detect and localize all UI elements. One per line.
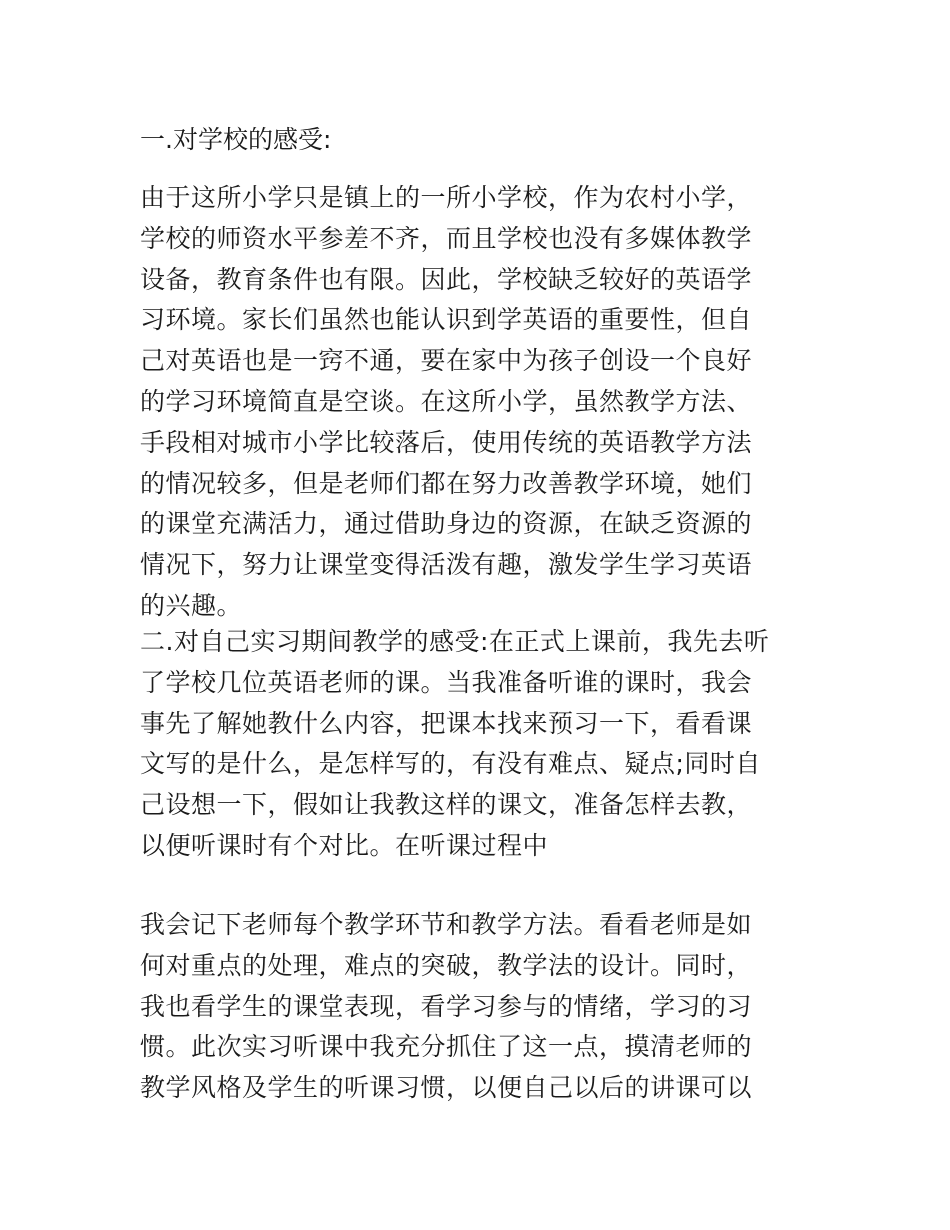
section-2-paragraph <box>140 622 769 867</box>
section-3-paragraph <box>140 905 752 1109</box>
section-1-heading: 一.对学校的感受: <box>140 125 332 154</box>
paragraph-line: 设备，教育条件也有限。因此，学校缺乏较好的英语学 <box>140 264 753 294</box>
paragraph-line: 了学校几位英语老师的课。当我准备听谁的课时，我会 <box>140 667 753 697</box>
paragraph-line: 己设想一下，假如让我教这样的课文，准备怎样去教， <box>140 790 753 820</box>
paragraph-line: 我会记下老师每个教学环节和教学方法。看看老师是如 <box>140 910 753 939</box>
paragraph-line: 教学风格及学生的听课习惯，以便自己以后的讲课可以 <box>140 1073 753 1103</box>
paragraph-line: 的兴趣。 <box>140 590 243 620</box>
paragraph-line: 何对重点的处理，难点的突破，教学法的设计。同时， <box>140 950 753 980</box>
paragraph-line: 情况下，努力让课堂变得活泼有趣，激发学生学习英语 <box>140 550 753 580</box>
paragraph-line: 由于这所小学只是镇上的一所小学校，作为农村小学， <box>140 183 753 212</box>
paragraph-line: 己对英语也是一窍不通，要在家中为孩子创设一个良好 <box>140 346 753 376</box>
paragraph-line: 我也看学生的课堂表现，看学习参与的情绪，学习的习 <box>140 991 753 1021</box>
paragraph-line: 的情况较多，但是老师们都在努力改善教学环境，她们 <box>140 468 753 498</box>
paragraph-line: 文写的是什么，是怎样写的，有没有难点、疑点;同时自 <box>140 749 761 779</box>
paragraph-line: 学校的师资水平参差不齐，而且学校也没有多媒体教学 <box>140 223 753 253</box>
paragraph-line: 事先了解她教什么内容，把课本找来预习一下，看看课 <box>140 708 753 738</box>
paragraph-line: 习环境。家长们虽然也能认识到学英语的重要性，但自 <box>140 305 753 335</box>
paragraph-line: 手段相对城市小学比较落后，使用传统的英语教学方法 <box>140 427 753 457</box>
paragraph-line: 的学习环境简直是空谈。在这所小学，虽然教学方法、 <box>140 386 753 416</box>
section-1-paragraph <box>140 178 752 627</box>
paragraph-line: 惯。此次实习听课中我充分抓住了这一点，摸清老师的 <box>140 1032 753 1062</box>
paragraph-line: 以便听课时有个对比。在听课过程中 <box>140 830 549 860</box>
paragraph-line: 二.对自己实习期间教学的感受:在正式上课前，我先去听 <box>140 627 770 656</box>
paragraph-line: 的课堂充满活力，通过借助身边的资源，在缺乏资源的 <box>140 509 753 539</box>
